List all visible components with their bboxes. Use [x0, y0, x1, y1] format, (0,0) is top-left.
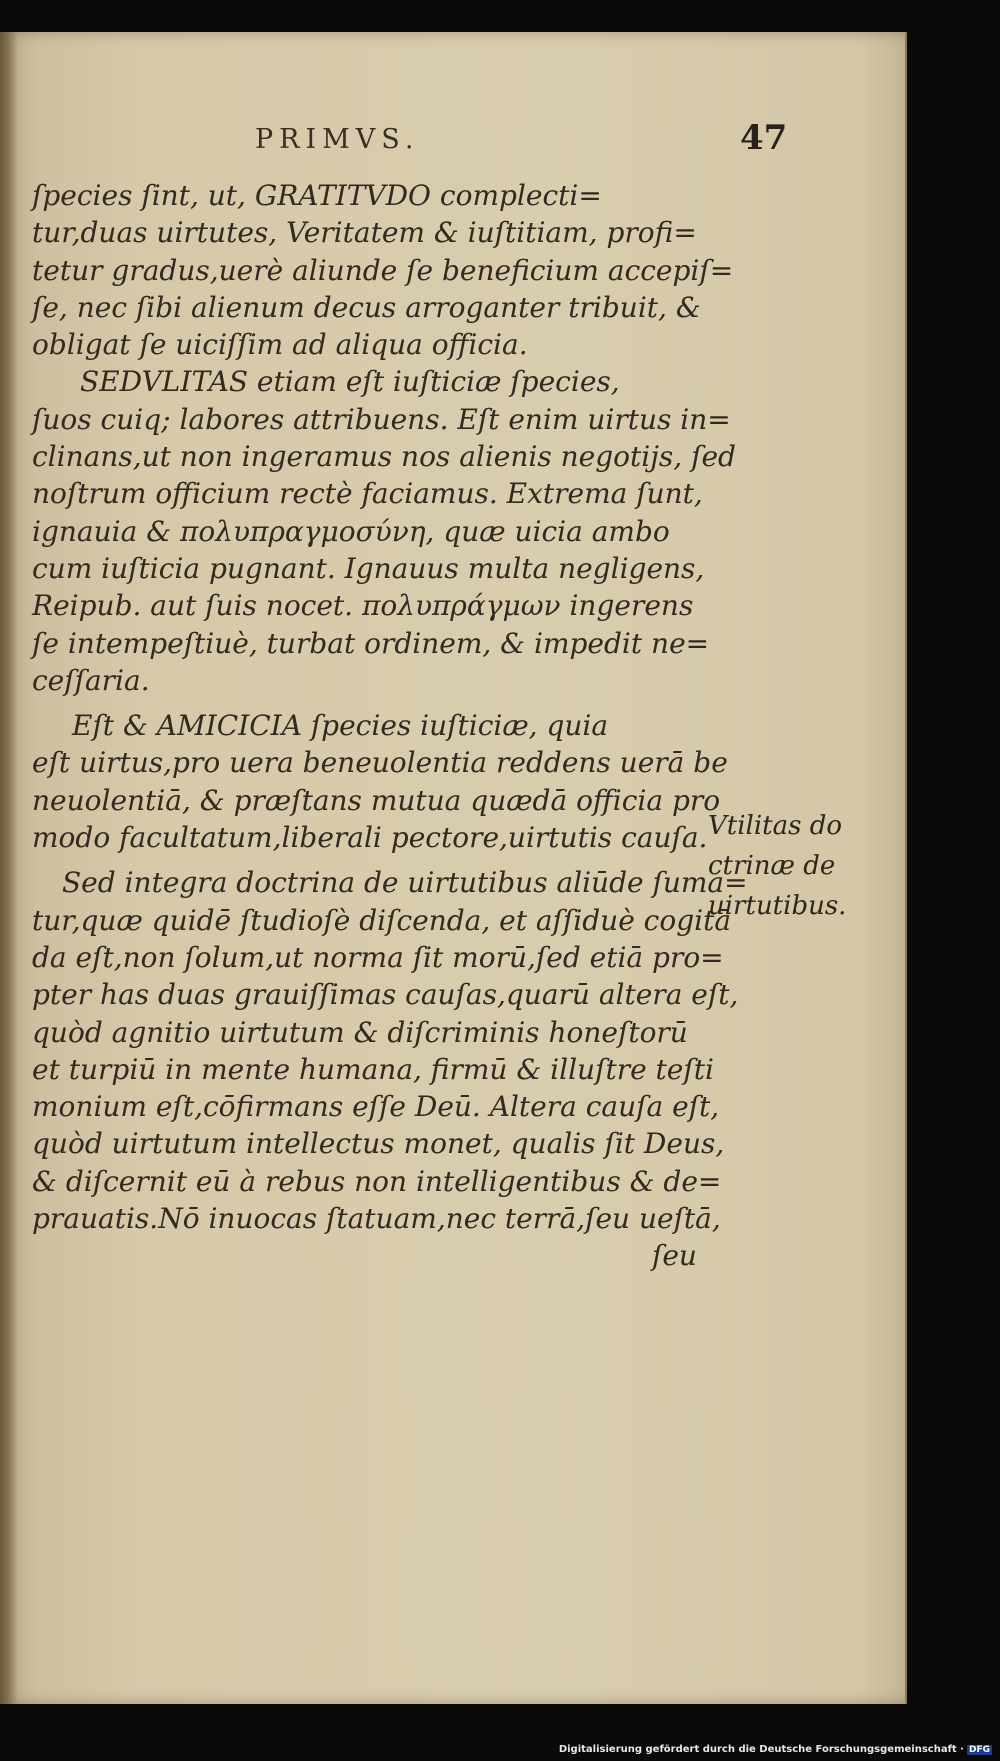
main-text — [32, 177, 748, 1275]
text-line: quòd uirtutum intellectus monet, qualis ſit Deus, — [32, 1127, 725, 1161]
text-line: ſe, nec ſibi alienum decus arroganter tribuit, & — [32, 290, 701, 324]
credit-text: Digitalisierung gefördert durch die Deutsche Forschungsgemeinschaft · — [558, 1744, 964, 1755]
text-line: cum iuſticia pugnant. Ignauus multa negligens, — [32, 551, 705, 585]
text-line: & diſcernit eū à rebus non intelligentibus & de= — [32, 1164, 722, 1198]
text-line: obligat ſe uiciſſim ad aliqua officia. — [32, 328, 528, 362]
text-line: ſe intempeſtiuè, turbat ordinem, & impedit ne= — [32, 626, 710, 660]
text-line: tur,quæ quidē ſtudioſè diſcenda, et aſſiduè cogitā — [32, 903, 732, 937]
marginal-note-line: ctrinæ de — [708, 851, 836, 881]
dfg-logo: DFG — [968, 1745, 990, 1755]
marginal-note-line: Vtilitas do — [708, 811, 843, 841]
text-line: tetur gradus,uerè aliunde ſe beneficium accepiſ= — [32, 253, 734, 287]
text-line: Reipub. aut ſuis nocet. πολυπράγμων ingerens — [32, 589, 694, 623]
text-line: clinans,ut non ingeramus nos alienis negotijs, ſed — [32, 440, 736, 474]
text-line: neuolentiā, & præſtans mutua quædā officia pro — [32, 783, 721, 817]
text-line: monium eſt,cōfirmans eſſe Deū. Altera cauſa eſt, — [32, 1090, 720, 1124]
text-line: ſpecies ſint, ut, GRATITVDO complecti= — [32, 179, 602, 212]
text-line: modo facultatum,liberali pectore,uirtutis cauſa. — [32, 821, 708, 855]
text-line: Eſt & AMICICIA ſpecies iuſticiæ, quia — [72, 709, 609, 743]
text-line: quòd agnitio uirtutum & diſcriminis honeſtorū — [32, 1015, 688, 1049]
marginal-note — [708, 806, 898, 926]
running-head: PRIMVS. — [255, 124, 420, 155]
text-line: da eſt,non ſolum,ut norma ſit morū,ſed etiā pro= — [32, 940, 724, 974]
text-line: ceſſaria. — [32, 663, 150, 697]
catchword: ſeu — [652, 1239, 697, 1273]
text-line: ignauia & πολυπραγμοσύνη, quæ uicia ambo — [32, 514, 670, 548]
text-line: noſtrum officium rectè faciamus. Extrema ſunt, — [32, 477, 703, 511]
page-gutter-shadow — [0, 32, 18, 1704]
text-line: eſt uirtus,pro uera beneuolentia reddens uerā be — [32, 746, 728, 780]
text-line: ſuos cuiq; labores attribuens. Eſt enim uirtus in= — [32, 402, 731, 436]
book-page — [0, 32, 907, 1704]
text-line: et turpiū in mente humana, firmū & illuſtre teſti — [32, 1052, 714, 1086]
text-line: pter has duas grauiſſimas cauſas,quarū altera eſt, — [32, 978, 739, 1012]
text-line: SEDVLITAS etiam eſt iuſticiæ ſpecies, — [80, 365, 620, 399]
marginal-note-line: uirtutibus. — [708, 891, 847, 921]
digitization-credit — [559, 1744, 992, 1755]
text-line: tur,duas uirtutes, Veritatem & iuſtitiam, profi= — [32, 216, 697, 250]
text-line: prauatis.Nō inuocas ſtatuam,nec terrā,ſeu ueſtā, — [32, 1202, 721, 1236]
text-line: Sed integra doctrina de uirtutibus aliūde ſuma= — [62, 866, 748, 900]
page-number: 47 — [740, 118, 788, 158]
